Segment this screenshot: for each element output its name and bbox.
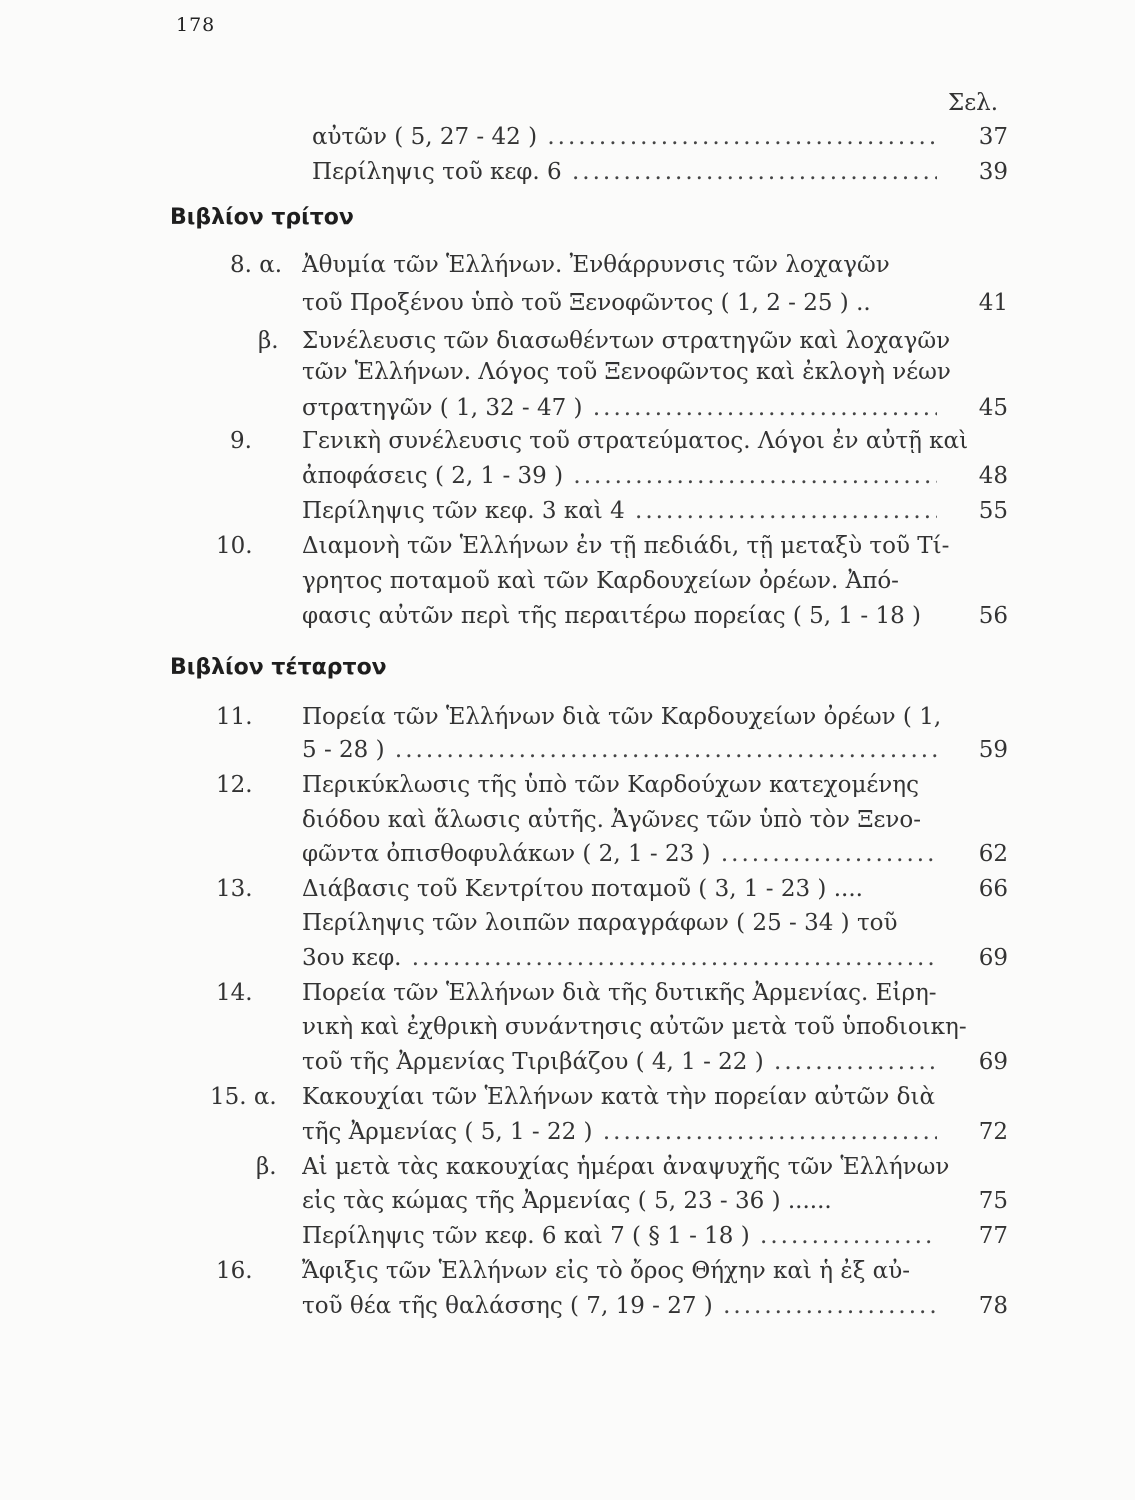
toc-line: [0, 248, 1135, 282]
entry-text: Περίληψις τοῦ κεφ. 6 .....: [312, 155, 937, 189]
entry-page: 77: [978, 1223, 1008, 1249]
toc-line: [0, 768, 1135, 802]
entry-page: 69: [978, 1049, 1008, 1075]
entry-number: 13.: [216, 876, 253, 902]
toc-line: [0, 803, 1135, 837]
entry-text: Διάβασις τοῦ Κεντρίτου ποταμοῦ ( 3, 1 - 23 ) ....: [302, 876, 863, 902]
toc-line: [0, 941, 1135, 975]
entry-page: 45: [978, 395, 1008, 421]
entry-text: 3ου κεφ. .....: [302, 941, 937, 975]
entry-text: τοῦ τῆς Ἀρμενίας Τιριβάζου ( 4, 1 - 22 ) .....: [302, 1045, 937, 1079]
entry-text: αὐτῶν ( 5, 27 - 42 ) .....: [312, 120, 937, 154]
entry-number: 9.: [230, 428, 252, 454]
toc-line: [0, 837, 1135, 871]
entry-text: εἰς τὰς κώμας τῆς Ἀρμενίας ( 5, 23 - 36 ) ......: [302, 1188, 832, 1214]
entry-page: 69: [978, 945, 1008, 971]
entry-text: στρατηγῶν ( 1, 32 - 47 ) .....: [302, 391, 937, 425]
entry-text: τοῦ θέα τῆς θαλάσσης ( 7, 19 - 27 ) .....: [302, 1289, 937, 1323]
entry-number: 15. α.: [210, 1084, 277, 1110]
entry-text: Πορεία τῶν Ἑλλήνων διὰ τῶν Καρδουχείων ὀρέων ( 1,: [302, 704, 942, 730]
toc-line: [0, 459, 1135, 493]
page-column-header: Σελ.: [948, 90, 999, 116]
entry-number: 16.: [216, 1258, 253, 1284]
toc-line: [0, 1080, 1135, 1114]
entry-number: β.: [258, 328, 279, 354]
toc-line: [0, 599, 1135, 633]
entry-number: 14.: [216, 980, 253, 1006]
toc-line: [0, 1289, 1135, 1323]
entry-number: 11.: [216, 704, 253, 730]
entry-text: Περίληψις τῶν λοιπῶν παραγράφων ( 25 - 34 ) τοῦ: [302, 910, 898, 936]
toc-line: [0, 1115, 1135, 1149]
toc-line: [0, 564, 1135, 598]
entry-text: φασις αὐτῶν περὶ τῆς περαιτέρω πορείας ( 5, 1 - 18 ): [302, 603, 922, 629]
entry-text: 5 - 28 ) .....: [302, 733, 937, 767]
entry-text: φῶντα ὀπισθοφυλάκων ( 2, 1 - 23 ) .....: [302, 837, 937, 871]
entry-page: 39: [978, 159, 1008, 185]
toc-line: [0, 733, 1135, 767]
book-heading-fourth: Βιβλίον τέταρτον: [170, 655, 387, 680]
toc-line: [0, 355, 1135, 389]
toc-line: [0, 1219, 1135, 1253]
entry-text: Περίληψις τῶν κεφ. 6 καὶ 7 ( § 1 - 18 ) .....: [302, 1219, 937, 1253]
toc-line: [0, 906, 1135, 940]
toc-line: [0, 529, 1135, 563]
entry-text: νικὴ καὶ ἐχθρικὴ συνάντησις αὐτῶν μετὰ τοῦ ὑποδιοικη-: [302, 1014, 967, 1040]
entry-text: Διαμονὴ τῶν Ἑλλήνων ἐν τῇ πεδιάδι, τῇ μεταξὺ τοῦ Τί-: [302, 533, 950, 559]
toc-line: [0, 324, 1135, 358]
entry-text: Ἀθυμία τῶν Ἑλλήνων. Ἐνθάρρυνσις τῶν λοχαγῶν: [302, 252, 890, 278]
entry-page: 55: [978, 498, 1008, 524]
entry-page: 48: [978, 463, 1008, 489]
entry-page: 37: [978, 124, 1008, 150]
toc-line: [0, 700, 1135, 734]
toc-line: [0, 424, 1135, 458]
toc-line: [0, 1045, 1135, 1079]
entry-number: β.: [256, 1154, 277, 1180]
entry-page: 41: [978, 290, 1008, 316]
entry-page: 56: [978, 603, 1008, 629]
entry-text: τοῦ Προξένου ὑπὸ τοῦ Ξενοφῶντος ( 1, 2 - 25 ) ..: [302, 290, 871, 316]
entry-text: Κακουχίαι τῶν Ἑλλήνων κατὰ τὴν πορείαν αὐτῶν διὰ: [302, 1084, 936, 1110]
entry-text: γρητος ποταμοῦ καὶ τῶν Καρδουχείων ὀρέων. Ἀπό-: [302, 568, 899, 594]
toc-entry: [0, 155, 1135, 189]
toc-line: [0, 872, 1135, 906]
toc-line: [0, 494, 1135, 528]
toc-line: [0, 286, 1135, 320]
entry-text: Ἄφιξις τῶν Ἑλλήνων εἰς τὸ ὄρος Θήχην καὶ ἡ ἐξ αὐ-: [302, 1258, 910, 1284]
toc-line: [0, 1254, 1135, 1288]
entry-text: Περίληψις τῶν κεφ. 3 καὶ 4 .....: [302, 494, 937, 528]
toc-line: [0, 391, 1135, 425]
entry-page: 78: [978, 1293, 1008, 1319]
entry-text: Συνέλευσις τῶν διασωθέντων στρατηγῶν καὶ λοχαγῶν: [302, 328, 951, 354]
entry-number: 12.: [216, 772, 253, 798]
entry-text: τῶν Ἑλλήνων. Λόγος τοῦ Ξενοφῶντος καὶ ἐκλογὴ νέων: [302, 359, 951, 385]
book-heading-third: Βιβλίον τρίτον: [170, 205, 354, 230]
toc-line: [0, 1010, 1135, 1044]
entry-text: Πορεία τῶν Ἑλλήνων διὰ τῆς δυτικῆς Ἀρμενίας. Εἰρη-: [302, 980, 937, 1006]
toc-entry: [0, 120, 1135, 154]
entry-page: 72: [978, 1119, 1008, 1145]
entry-text: ἀποφάσεις ( 2, 1 - 39 ) .....: [302, 459, 937, 493]
toc-line: [0, 976, 1135, 1010]
entry-text: Γενικὴ συνέλευσις τοῦ στρατεύματος. Λόγοι ἐν αὐτῇ καὶ: [302, 428, 969, 454]
toc-line: [0, 1150, 1135, 1184]
entry-page: 59: [978, 737, 1008, 763]
entry-text: Περικύκλωσις τῆς ὑπὸ τῶν Καρδούχων κατεχομένης: [302, 772, 919, 798]
entry-text: τῆς Ἀρμενίας ( 5, 1 - 22 ) .....: [302, 1115, 937, 1149]
page-number: 178: [176, 14, 216, 36]
entry-page: 75: [978, 1188, 1008, 1214]
entry-number: 10.: [216, 533, 253, 559]
entry-text: διόδου καὶ ἅλωσις αὐτῆς. Ἀγῶνες τῶν ὑπὸ τὸν Ξενο-: [302, 807, 922, 833]
toc-line: [0, 1184, 1135, 1218]
entry-page: 62: [978, 841, 1008, 867]
entry-number: 8. α.: [230, 252, 283, 278]
entry-page: 66: [978, 876, 1008, 902]
entry-text: Αἱ μετὰ τὰς κακουχίας ἡμέραι ἀναψυχῆς τῶν Ἑλλήνων: [302, 1154, 950, 1180]
